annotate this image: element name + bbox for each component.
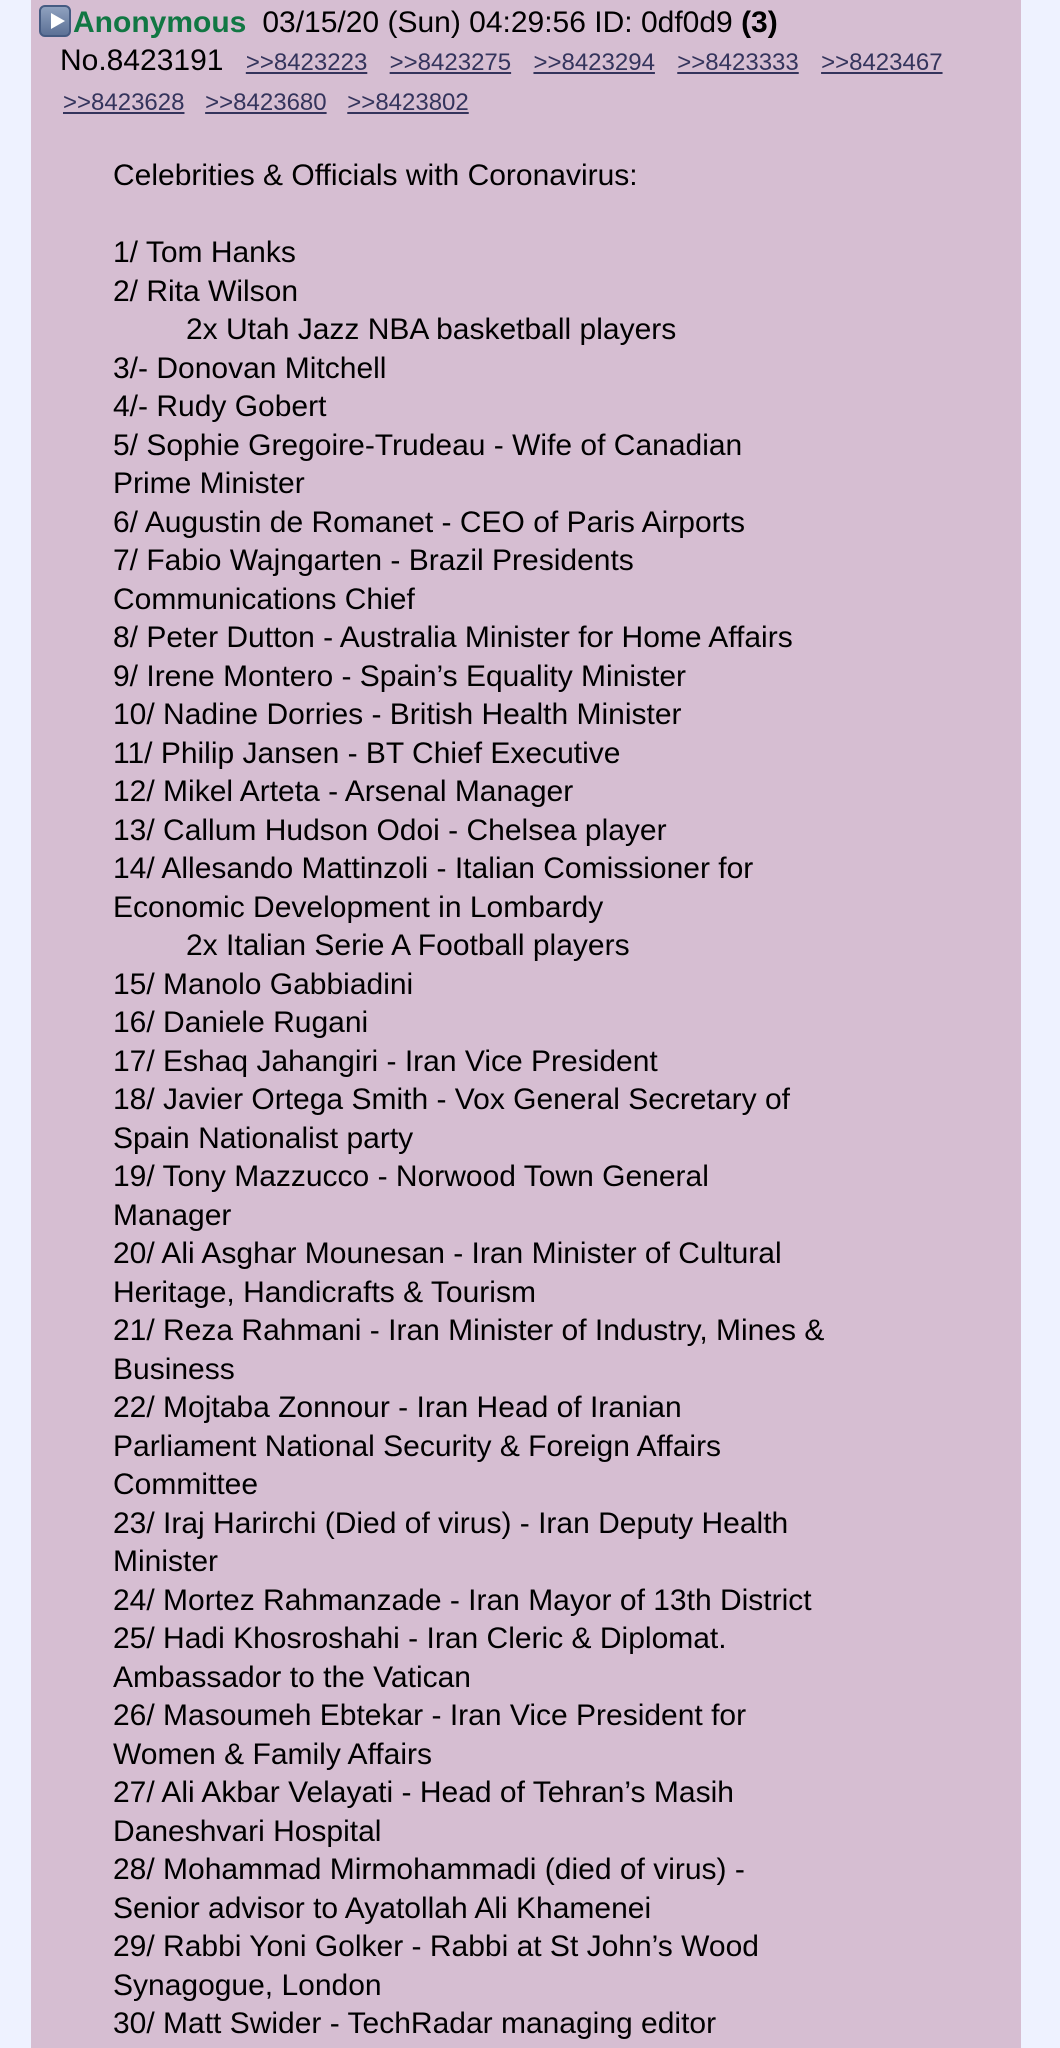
message-line: 6/ Augustin de Romanet - CEO of Paris Airports <box>113 505 745 539</box>
message-line: 2x Utah Jazz NBA basketball players <box>186 313 677 346</box>
message-line: 13/ Callum Hudson Odoi - Chelsea player <box>113 813 667 847</box>
expand-icon[interactable] <box>39 5 71 37</box>
poster-id[interactable]: ID: 0df0d9 <box>594 6 733 39</box>
message-line: 11/ Philip Jansen - BT Chief Executive <box>113 736 621 770</box>
post-number[interactable]: No.8423191 <box>60 44 224 77</box>
message-line: 4/- Rudy Gobert <box>113 390 327 423</box>
message-line: 15/ Manolo Gabbiadini <box>113 967 414 1001</box>
message-line: 9/ Irene Montero - Spain’s Equality Minister <box>113 659 687 693</box>
message-line: Spain Nationalist party <box>113 1121 414 1155</box>
message-title: Celebrities & Officials with Coronavirus: <box>113 159 638 192</box>
message-line: 1/ Tom Hanks <box>113 236 296 269</box>
message-line: 14/ Allesando Mattinzoli - Italian Comissioner for <box>113 852 754 885</box>
message-line: Daneshvari Hospital <box>113 1814 382 1848</box>
message-line: Ambassador to the Vatican <box>113 1660 471 1694</box>
backlink[interactable]: >>8423680 <box>205 89 327 116</box>
message-line: 30/ Matt Swider - TechRadar managing editor <box>113 2007 717 2040</box>
backlink[interactable]: >>8423333 <box>677 49 799 76</box>
message-line: 12/ Mikel Arteta - Arsenal Manager <box>113 775 574 808</box>
message-line: 2x Italian Serie A Football players <box>186 929 630 962</box>
message-line: 29/ Rabbi Yoni Golker - Rabbi at St John’s Wood <box>113 1930 759 1963</box>
backlink[interactable]: >>8423294 <box>533 49 655 76</box>
backlink[interactable]: >>8423802 <box>347 89 469 116</box>
message-line: Synagogue, London <box>113 1968 382 2002</box>
message-line: 23/ Iraj Harirchi (Died of virus) - Iran Deputy Health <box>113 1506 789 1540</box>
message-line: 5/ Sophie Gregoire-Trudeau - Wife of Canadian <box>113 428 743 462</box>
post-datetime: 03/15/20 (Sun) 04:29:56 <box>262 6 586 39</box>
backlink[interactable]: >>8423467 <box>821 49 943 76</box>
message-line: Minister <box>113 1545 219 1578</box>
backlink[interactable]: >>8423628 <box>63 89 185 116</box>
message-line: 16/ Daniele Rugani <box>113 1006 369 1039</box>
post-message <box>113 157 973 2044</box>
message-line: 27/ Ali Akbar Velayati - Head of Tehran’s Masih <box>113 1776 734 1809</box>
message-line: 20/ Ali Asghar Mounesan - Iran Minister of Cultural <box>113 1237 782 1270</box>
backlink[interactable]: >>8423223 <box>245 49 368 76</box>
message-line: Prime Minister <box>113 467 305 500</box>
message-line: 17/ Eshaq Jahangiri - Iran Vice President <box>113 1044 658 1078</box>
post-header <box>39 4 1019 42</box>
message-line: 28/ Mohammad Mirmohammadi (died of virus) - <box>113 1853 745 1886</box>
backlinks-row <box>63 86 469 120</box>
message-line: Parliament National Security & Foreign Affairs <box>113 1429 722 1463</box>
poster-id-count: (3) <box>741 6 778 39</box>
message-line: 10/ Nadine Dorries - British Health Minister <box>113 698 682 731</box>
message-line: Business <box>113 1352 235 1386</box>
message-line: 3/- Donovan Mitchell <box>113 351 387 385</box>
message-line: 21/ Reza Rahmani - Iran Minister of Industry, Mines & <box>113 1314 825 1347</box>
backlink[interactable]: >>8423275 <box>389 49 512 76</box>
message-line: Heritage, Handicrafts & Tourism <box>113 1275 536 1309</box>
message-line: Communications Chief <box>113 582 415 616</box>
poster-name: Anonymous <box>73 6 247 39</box>
message-line: 19/ Tony Mazzucco - Norwood Town General <box>113 1160 709 1193</box>
message-line: 24/ Mortez Rahmanzade - Iran Mayor of 13th District <box>113 1583 812 1617</box>
blank-line <box>113 196 973 235</box>
post-container <box>31 0 1021 2048</box>
message-line: Women & Family Affairs <box>113 1737 432 1771</box>
message-line: Committee <box>113 1468 259 1501</box>
message-line: 22/ Mojtaba Zonnour - Iran Head of Iranian <box>113 1391 682 1424</box>
message-line: 8/ Peter Dutton - Australia Minister for Home Affairs <box>113 621 793 654</box>
message-line: 26/ Masoumeh Ebtekar - Iran Vice President for <box>113 1699 747 1732</box>
message-line: 7/ Fabio Wajngarten - Brazil Presidents <box>113 544 634 577</box>
message-line: Economic Development in Lombardy <box>113 890 604 924</box>
message-line: 18/ Javier Ortega Smith - Vox General Secretary of <box>113 1083 790 1116</box>
message-line: 25/ Hadi Khosroshahi - Iran Cleric & Diplomat. <box>113 1622 727 1655</box>
message-line: Manager <box>113 1198 232 1232</box>
message-line: Senior advisor to Ayatollah Ali Khamenei <box>113 1891 652 1925</box>
message-line: 2/ Rita Wilson <box>113 274 299 308</box>
post-number-line <box>60 42 943 82</box>
